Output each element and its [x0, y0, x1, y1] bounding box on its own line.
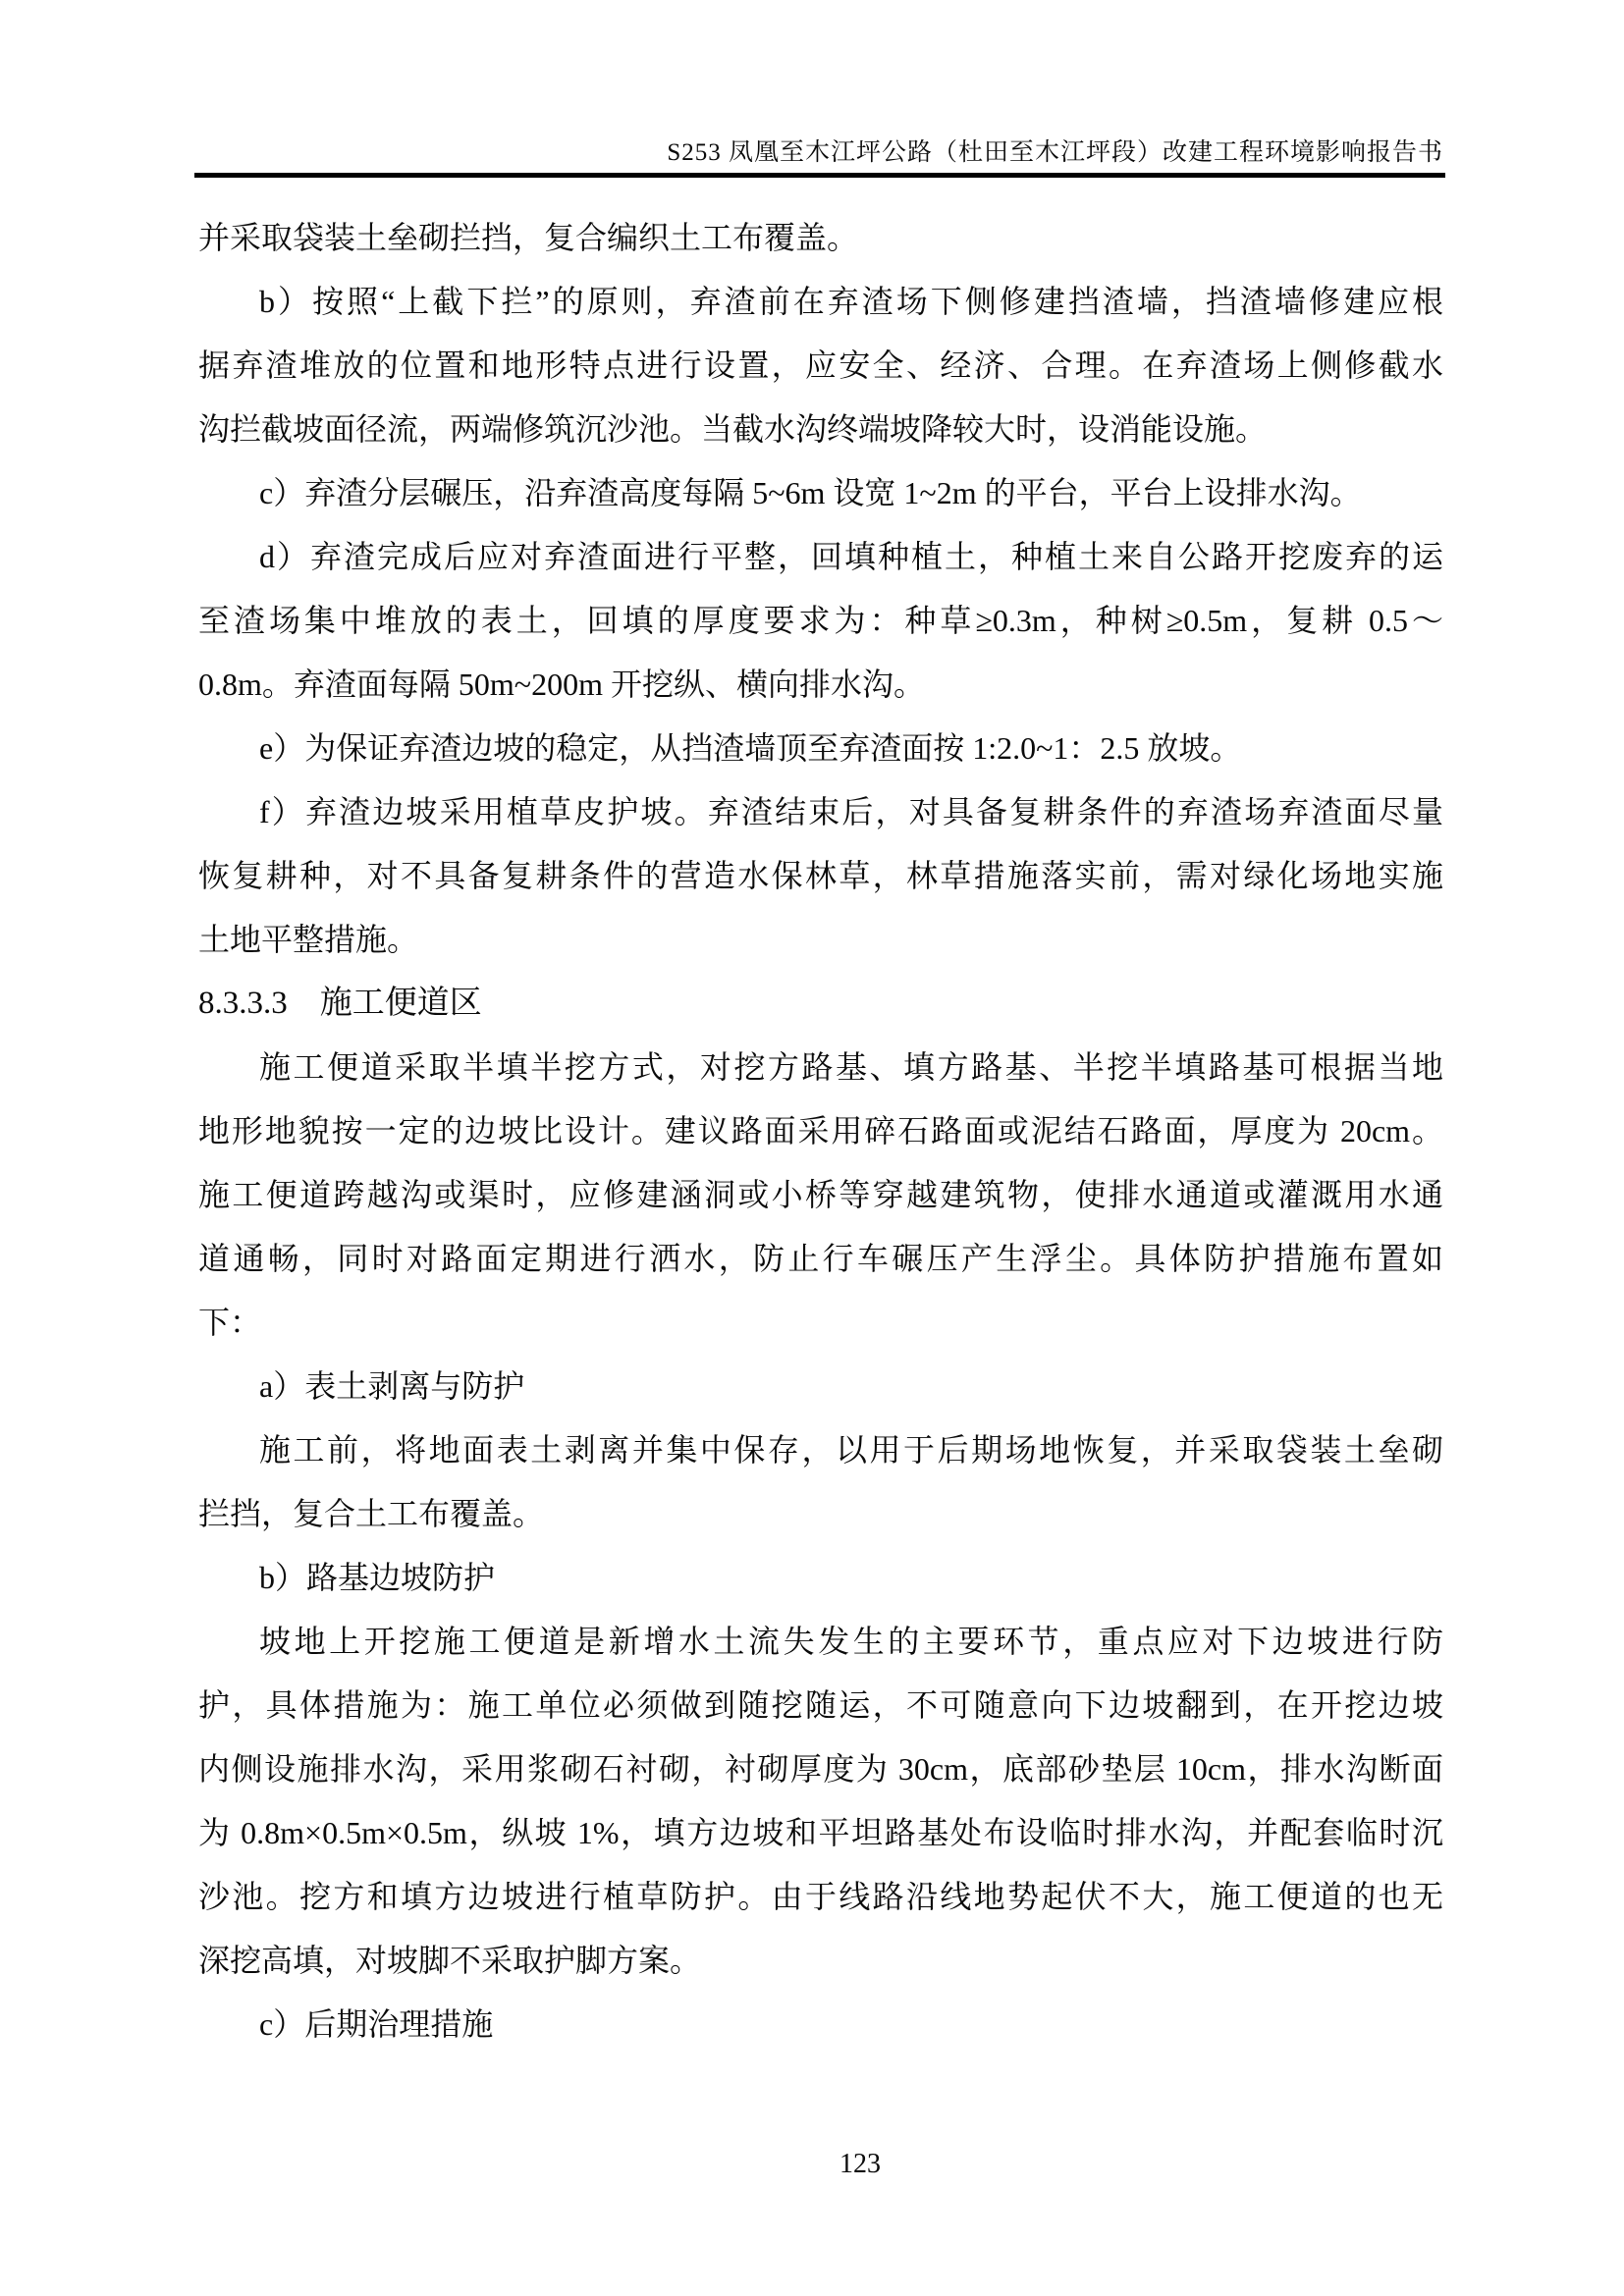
- paragraph-line: 道通畅，同时对路面定期进行洒水，防止行车碾压产生浮尘。具体防护措施布置如: [198, 1241, 1443, 1276]
- paragraph-line: 恢复耕种，对不具备复耕条件的营造水保林草，林草措施落实前，需对绿化场地实施: [198, 858, 1443, 893]
- paragraph-line: a）表土剥离与防护: [259, 1368, 525, 1404]
- paragraph-line: 地形地貌按一定的边坡比设计。建议路面采用碎石路面或泥结石路面，厚度为 20cm。: [198, 1113, 1443, 1148]
- paragraph-line: 拦挡，复合土工布覆盖。: [198, 1496, 545, 1531]
- paragraph-line: 据弃渣堆放的位置和地形特点进行设置，应安全、经济、合理。在弃渣场上侧修截水: [198, 347, 1443, 383]
- paragraph-line: 土地平整措施。: [198, 922, 419, 957]
- paragraph-line: b）路基边坡防护: [259, 1560, 496, 1595]
- paragraph-line: d）弃渣完成后应对弃渣面进行平整，回填种植土，种植土来自公路开挖废弃的运: [259, 539, 1443, 574]
- running-header: [196, 137, 1443, 169]
- paragraph-line: 并采取袋装土垒砌拦挡，复合编织土工布覆盖。: [198, 220, 859, 255]
- paragraph-line: 施工便道跨越沟或渠时，应修建涵洞或小桥等穿越建筑物，使排水通道或灌溉用水通: [198, 1177, 1443, 1212]
- paragraph-line: 0.8m。弃渣面每隔 50m~200m 开挖纵、横向排水沟。: [198, 667, 925, 702]
- paragraph-line: 沟拦截坡面径流，两端修筑沉沙池。当截水沟终端坡降较大时，设消能设施。: [198, 411, 1268, 447]
- paragraph-line: 深挖高填，对坡脚不采取护脚方案。: [198, 1943, 702, 1978]
- section-heading: 8.3.3.3 施工便道区: [198, 986, 482, 1021]
- paragraph-line: 坡地上开挖施工便道是新增水土流失发生的主要环节，重点应对下边坡进行防: [259, 1624, 1443, 1659]
- paragraph-line: 沙池。挖方和填方边坡进行植草防护。由于线路沿线地势起伏不大，施工便道的也无: [198, 1879, 1443, 1914]
- paragraph-line: 内侧设施排水沟，采用浆砌石衬砌，衬砌厚度为 30cm，底部砂垫层 10cm，排水沟断面: [198, 1751, 1443, 1787]
- header-rule: [194, 173, 1445, 178]
- paragraph-line: 护，具体措施为：施工单位必须做到随挖随运，不可随意向下边坡翻到，在开挖边坡: [198, 1687, 1443, 1723]
- paragraph-line: f）弃渣边坡采用植草皮护坡。弃渣结束后，对具备复耕条件的弃渣场弃渣面尽量: [259, 794, 1443, 829]
- paragraph-line: e）为保证弃渣边坡的稳定，从挡渣墙顶至弃渣面按 1:2.0~1：2.5 放坡。: [259, 730, 1242, 766]
- paragraph-line: 施工前，将地面表土剥离并集中保存，以用于后期场地恢复，并采取袋装土垒砌: [259, 1432, 1443, 1468]
- header-title: S253 凤凰至木江坪公路（杜田至木江坪段）改建工程环境影响报告书: [667, 139, 1443, 166]
- paragraph-line: 施工便道采取半填半挖方式，对挖方路基、填方路基、半挖半填路基可根据当地: [259, 1049, 1443, 1085]
- paragraph-line: c）弃渣分层碾压，沿弃渣高度每隔 5~6m 设宽 1~2m 的平台，平台上设排水沟。: [259, 475, 1362, 510]
- paragraph-line: b）按照“上截下拦”的原则，弃渣前在弃渣场下侧修建挡渣墙，挡渣墙修建应根: [259, 284, 1443, 319]
- document-body: [198, 206, 1443, 2056]
- paragraph-line: 为 0.8m×0.5m×0.5m，纵坡 1%，填方边坡和平坦路基处布设临时排水沟，并配套临时沉: [198, 1815, 1443, 1850]
- paragraph-line: 至渣场集中堆放的表土，回填的厚度要求为：种草≥0.3m，种树≥0.5m，复耕 0.5～: [198, 603, 1443, 638]
- paragraph-line: c）后期治理措施: [259, 2006, 494, 2042]
- paragraph-line: 下：: [198, 1305, 262, 1340]
- page-number: 123: [839, 2149, 881, 2179]
